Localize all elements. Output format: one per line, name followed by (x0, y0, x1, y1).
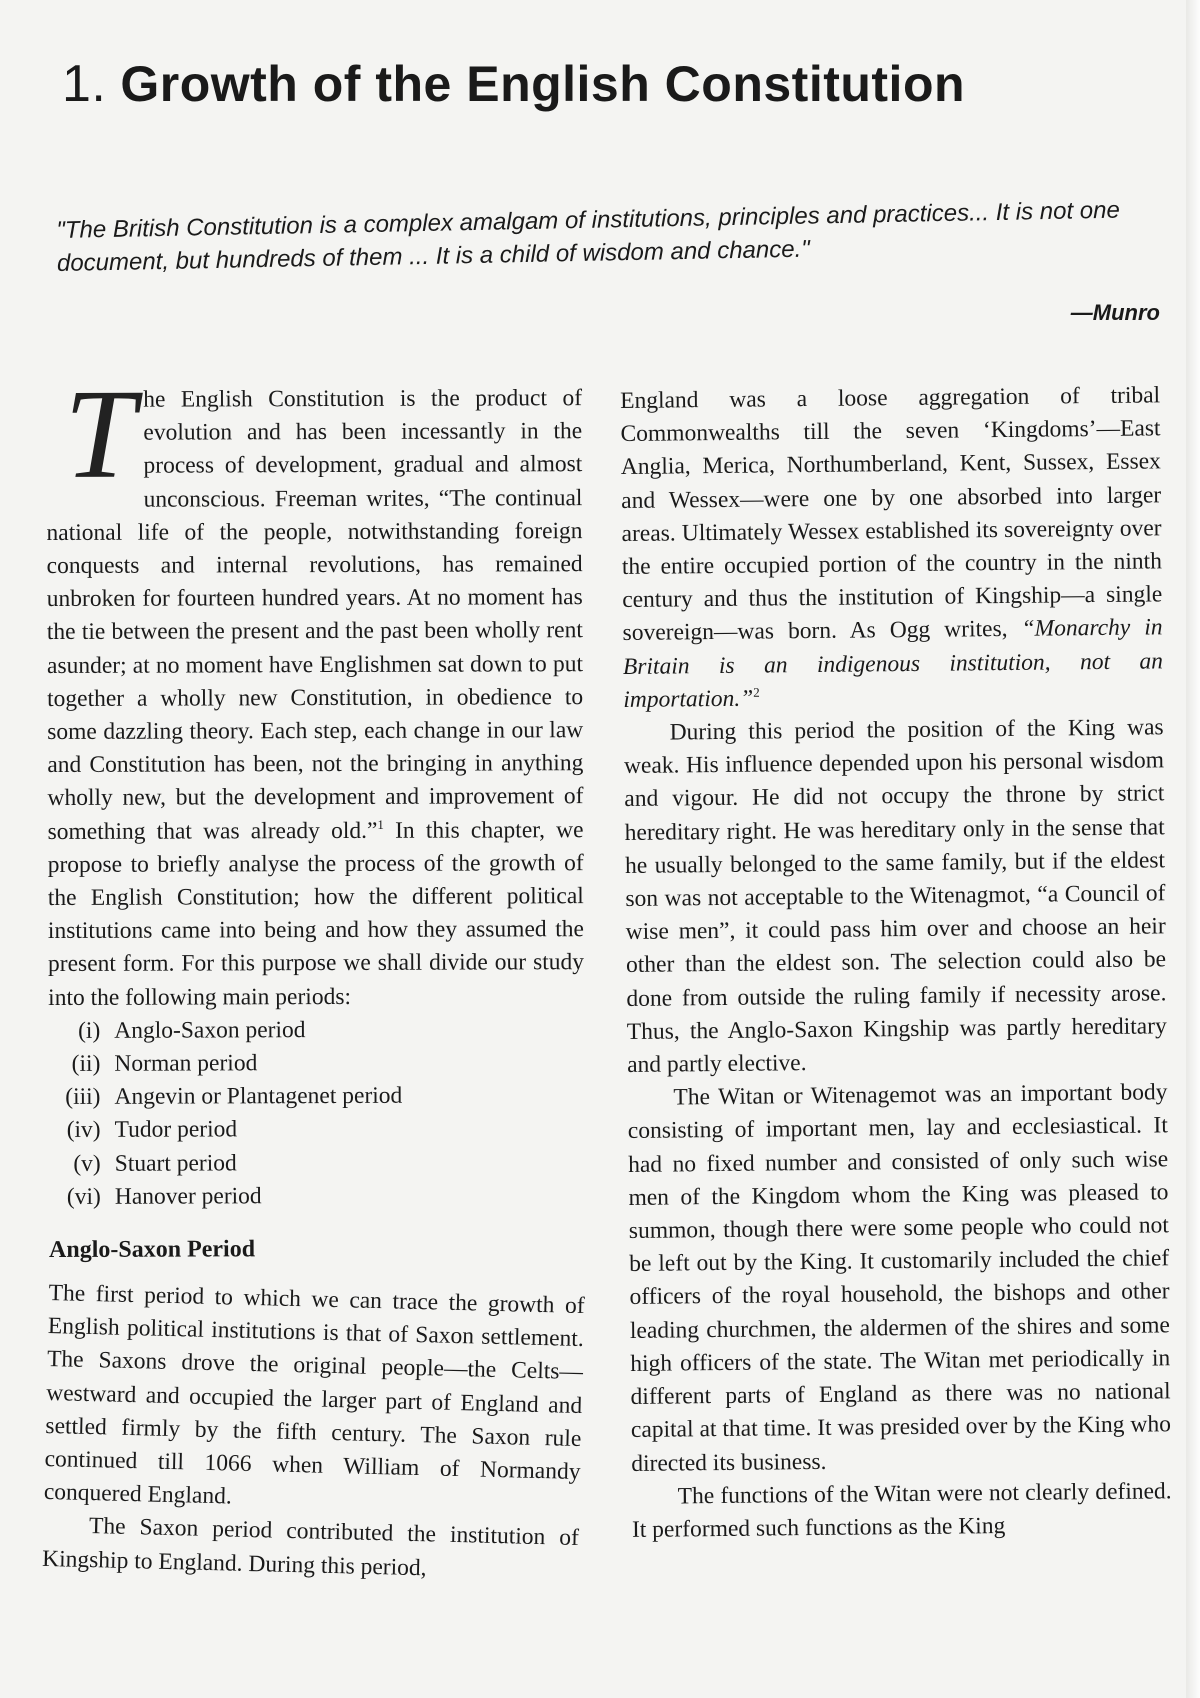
footnote-marker-1: 1 (377, 816, 384, 832)
list-item (49, 1146, 585, 1181)
ogg-quote: “Monarchy in Britain is an indigenous institution, not an importation.” (622, 614, 1164, 713)
right-column (620, 379, 1172, 1547)
right-paragraph-1-text: England was a loose aggregation of tribal Commonwealths till the seven ‘Kingdoms’—East Anglia, Merica, Northumberland, Kent, Sussex, Essex and Wessex—were one by one absorbed into larger areas. Ultimately Wessex established its sovereignty over the entire occupied portion of the country in the ninth century and thus the institution of Kingship—a single sovereign—was born. As Ogg writes, (620, 382, 1163, 647)
list-item-label: Hanover period (114, 1183, 262, 1210)
list-item (49, 1113, 585, 1148)
right-paragraph-1 (620, 379, 1163, 717)
list-item-label: Norman period (114, 1050, 258, 1077)
list-item-number: (v) (73, 1150, 101, 1177)
section-heading: Anglo-Saxon Period (48, 1236, 256, 1264)
chapter-title-text: Growth of the English Constitution (120, 56, 966, 112)
chapter-number: 1. (62, 55, 107, 113)
epigraph-author: —Munro (1070, 300, 1160, 325)
page-edge (1186, 0, 1200, 1698)
list-item (49, 1179, 585, 1214)
list-item-number: (i) (78, 1017, 101, 1044)
epigraph-quote: "The British Constitution is a complex amalgam of institutions, principles and practices... It is not one document, but hundreds of them ... It is a child of wisdom and chance." (56, 196, 1121, 277)
footnote-marker-2: 2 (753, 684, 760, 700)
left-column (41, 362, 586, 1582)
right-paragraph-2: During this period the position of the King was weak. His influence depended upon his personal wisdom and vigour. He did not occupy the throne by strict hereditary right. He was hereditary only in the sense that he usually belonged to the same family, but if the eldest son was not acceptable to the Witenagmot, “a Council of wise men”, it could pass him over and choose an heir other than the eldest son. The selection could also be done from outside the ruling family if necessity arose. Thus, the Anglo-Saxon Kingship was partly hereditary and partly elective. (623, 714, 1167, 1079)
periods-list (48, 1013, 585, 1214)
right-paragraph-4: The functions of the Witan were not clearly defined. It performed such functions as the King (631, 1477, 1172, 1543)
intro-text-cont: In this chapter, we propose to briefly analyse the process of the growth of the English Constitution; how the different political institutions came into being and how they assumed the present form. For this purpose we shall divide our study into the following main periods: (47, 816, 585, 1011)
list-item-number: (vi) (66, 1183, 101, 1210)
skewed-block (42, 1277, 585, 1589)
drop-cap: T (63, 362, 136, 505)
right-paragraph-3: The Witan or Witenagemot was an important body consisting of important men, lay and ecclesiastical. It had no fixed number and consisted of only such wise men of the Kingdom whom the King was pleased to summon, though there were some people who could not be left out by the King. It customarily included the chief officers of the royal household, the bishops and other leading churchmen, the aldermen of the shires and some high officers of the state. The Witan met periodically in different parts of England as there was no national capital at that time. It was presided over by the King who directed its business. (627, 1079, 1172, 1477)
list-item-label: Stuart period (114, 1150, 237, 1177)
list-item (48, 1046, 584, 1081)
saxon-paragraph-2: The Saxon period contributed the institution of Kingship to England. During this period, (41, 1513, 580, 1582)
list-item-number: (iii) (65, 1084, 101, 1111)
list-item-label: Anglo-Saxon period (114, 1016, 306, 1044)
saxon-paragraph-1: The first period to which we can trace the growth of English political institutions is that of Saxon settlement. The Saxons drove the original people—the Celts—westward and occupied the larger part of England and settled firmly by the fifth century. The Saxon rule continued till 1066 when William of Normandy conquered England. (43, 1280, 585, 1511)
list-item-number: (ii) (71, 1050, 101, 1077)
intro-text: he English Constitution is the product of evolution and has been incessantly in the process of development, gradual and almost unconscious. Freeman writes, “The continual national life of the people, notwithstanding foreign conquests and internal revolutions, has remained unbroken for fourteen hundred years. At no moment has the tie between the present and the past been wholly rent asunder; at no moment have Englishmen sat down to put together a wholly new Constitution, in obedience to some dazzling theory. Each step, each change in our law and Constitution has been, not the bringing in anything wholly new, but the development and improvement of something that was already old.” (46, 385, 584, 845)
list-item-label: Tudor period (114, 1116, 238, 1144)
list-item-number: (iv) (66, 1117, 101, 1144)
list-item (48, 1013, 584, 1048)
intro-paragraph (46, 362, 585, 1015)
chapter-title (62, 54, 1062, 114)
list-item-label: Angevin or Plantagenet period (114, 1083, 403, 1111)
list-item (48, 1079, 584, 1114)
